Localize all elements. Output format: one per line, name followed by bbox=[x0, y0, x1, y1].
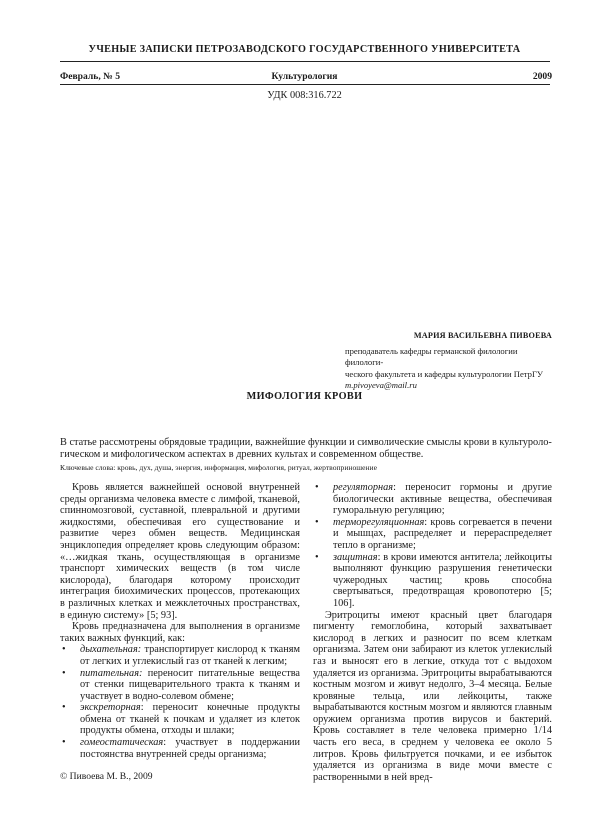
function-term: экскреторная bbox=[80, 702, 141, 714]
article-title: МИФОЛОГИЯ КРОВИ bbox=[246, 391, 363, 402]
body-column-right bbox=[313, 482, 552, 783]
bullet-icon: • bbox=[315, 551, 319, 563]
bullet-icon: • bbox=[62, 667, 66, 679]
list-item bbox=[60, 668, 300, 703]
list-item bbox=[60, 737, 300, 760]
author-position-line-2: ческого факультета и кафедры культурологии ПетрГУ bbox=[345, 368, 544, 379]
function-term: гомеостатическая bbox=[80, 737, 164, 749]
header-rule-bottom bbox=[60, 84, 550, 85]
author-position-line-1: преподаватель кафедры германской филологии филологи- bbox=[345, 346, 518, 368]
function-list-continued bbox=[313, 482, 552, 610]
journal-title: УЧЕНЫЕ ЗАПИСКИ ПЕТРОЗАВОДСКОГО ГОСУДАРСТВЕННОГО УНИВЕРСИТЕТА bbox=[88, 44, 521, 55]
function-term: питательная: bbox=[80, 667, 143, 679]
list-item bbox=[313, 517, 552, 552]
function-text: транспортирует кислород к тканям от легких и углекислый газ от тканей к легким; bbox=[80, 644, 300, 667]
bullet-icon: • bbox=[315, 516, 319, 528]
year-label: 2009 bbox=[532, 71, 552, 82]
function-text: : в крови имеются антитела; лейкоциты выполняют функцию разрушения генетически чужеродных частиц; кровь способна свертываться, предотвращая кровопотерю [5; 106]. bbox=[333, 551, 552, 609]
function-term: дыхательная: bbox=[80, 644, 142, 656]
abstract: В статье рассмотрены обрядовые традиции, важнейшие функции и символические смыслы крови в культуроло-гическом и мифологическом аспектах в древних культах и современном обществе. bbox=[60, 437, 552, 461]
body-paragraph: Эритроциты имеют красный цвет благодаря пигменту гемоглобина, который захватывает кислород в легких и разносит по всем клеткам организма. Затем они забирают из клеток углекислый газ и выносят его в легкие, откуда тот с выдохом удаляется из организма. Эритроциты вырабатываются костным мозгом и живут недолго, 3–4 месяца. Белые кровяные тельца, или лейкоциты, также вырабатываются костным мозгом и являются главным оружием организма против вирусов и бактерий. Кровь составляет в теле человека примерно 1/14 часть его веса, в среднем у человека ее около 5 литров. Кровь фильтруется почками, и ее избыток удаляется из организма в виде мочи вместе с растворенными в ней вред- bbox=[313, 609, 552, 783]
author-name: МАРИЯ ВАСИЛЬЕВНА ПИВОЕВА bbox=[413, 331, 552, 340]
list-item bbox=[60, 702, 300, 737]
body-column-left bbox=[60, 482, 300, 760]
bullet-icon: • bbox=[62, 737, 66, 749]
copyright: © Пивоева М. В., 2009 bbox=[60, 771, 153, 782]
function-term: терморегуляционная bbox=[333, 516, 425, 528]
bullet-icon: • bbox=[62, 644, 66, 656]
body-paragraph: Кровь является важнейшей основой внутренней среды организма человека вместе с лимфой, тканевой, спинномозговой, суставной, плевральной и другими жидкостями, обеспечивая его существование и развитие через обмен веществ. Медицинская энциклопедия определяет кровь следующим образом: «…жидкая ткань, осуществляющая в организме транспорт химических веществ (в том числе кислорода), благодаря которому происходит интеграция биохимических процессов, протекающих в различных клетках и межклеточных пространствах, в единую систему» [5; 93]. bbox=[60, 482, 300, 621]
function-list bbox=[60, 644, 300, 760]
bullet-icon: • bbox=[62, 702, 66, 714]
body-paragraph: Кровь предназначена для выполнения в организме таких важных функций, как: bbox=[60, 621, 300, 644]
function-term: регуляторная bbox=[333, 482, 394, 493]
function-text: : кровь согревается в печени и мышцах, распределяет и перераспределяет тепло в организме; bbox=[333, 516, 552, 551]
function-text: : переносит гормоны и другие биологически активные вещества, обеспечивая гуморальную регуляцию; bbox=[333, 482, 552, 517]
author-affiliation bbox=[345, 346, 552, 392]
function-text: : участвует в поддержании постоянства внутренней среды организма; bbox=[80, 737, 300, 760]
issue-label: Февраль, № 5 bbox=[60, 71, 120, 82]
function-text: переносит питательные вещества от стенки пищеварительного тракта к тканям и участвует в водно-солевом обмене; bbox=[80, 667, 300, 702]
section-label: Культурология bbox=[271, 71, 338, 82]
list-item bbox=[313, 552, 552, 610]
function-text: : переносит конечные продукты обмена от тканей к почкам и удаляет из клеток продукты обмена, отходы и шлаки; bbox=[80, 702, 300, 737]
function-term: защитная bbox=[333, 551, 378, 563]
keywords: Ключевые слова: кровь, дух, душа, энергия, информация, мифология, ритуал, жертвоприношение bbox=[60, 463, 377, 472]
list-item bbox=[313, 482, 552, 517]
author-email[interactable]: m.pivoyeva@mail.ru bbox=[345, 380, 417, 391]
header-rule-top bbox=[60, 61, 550, 62]
list-item bbox=[60, 644, 300, 667]
bullet-icon: • bbox=[315, 482, 319, 493]
udk-code: УДК 008:316.722 bbox=[267, 90, 342, 101]
